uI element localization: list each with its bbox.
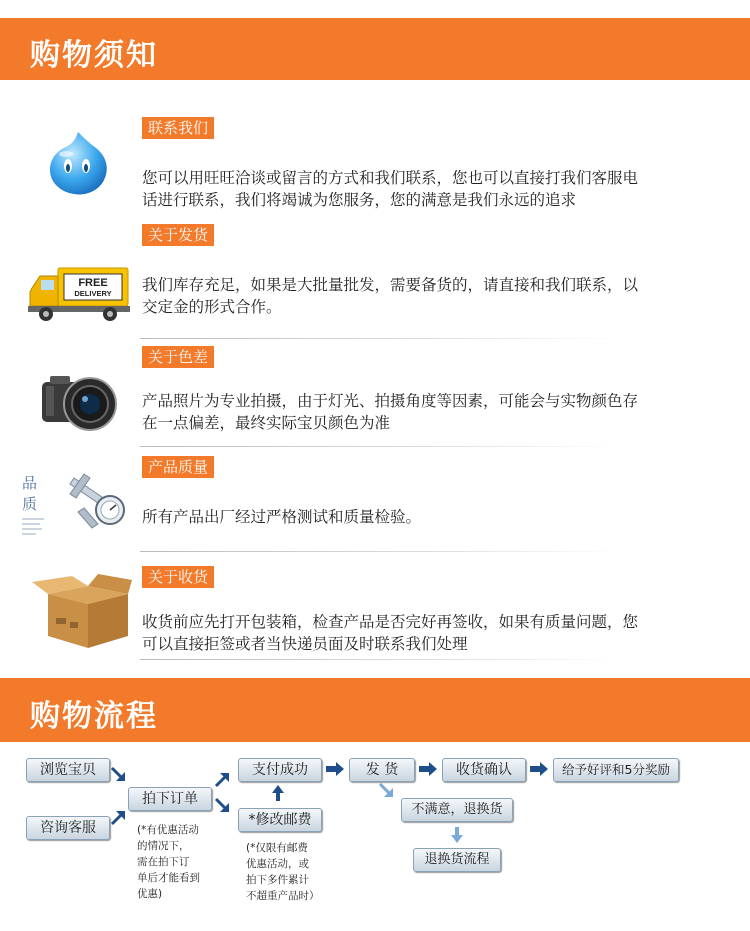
arrow-up-right-icon [110,808,128,830]
section-label-contact: 联系我们 [142,117,214,139]
arrow-down-icon [450,826,464,848]
arrow-right-icon [418,761,438,781]
flow-step-confirm: 收货确认 [442,758,526,782]
order-note-line: (*有优惠活动 [137,824,199,836]
notice-banner [0,18,750,80]
postage-note-line: 拍下多件累计 [246,874,309,886]
cardboard-box-icon [28,572,134,654]
section-label-quality: 产品质量 [142,456,214,478]
quality-caption-text: 品质 [22,474,38,513]
arrow-down-right-icon [110,766,128,788]
divider [140,446,620,447]
truck-sign-delivery: DELIVERY [74,289,112,298]
arrow-right-icon [529,761,549,781]
divider [140,659,620,660]
section-text-color: 产品照片为专业拍摄，由于灯光、拍摄角度等因素，可能会与实物颜色存在一点偏差，最终实际宝贝颜色为准 [142,392,639,432]
order-note-line: 的情况下， [137,840,190,852]
arrow-down-right-icon [378,782,396,804]
arrow-down-right-icon [214,797,232,819]
section-label-receipt: 关于收货 [142,566,214,588]
flow-step-review: 给予好评和5分奖励 [553,758,679,782]
process-banner-title: 购物流程 [30,699,158,734]
postage-note-line: 优惠活动，或 [246,858,309,870]
order-note [137,822,200,902]
section-label-shipping: 关于发货 [142,224,214,246]
section-text-receipt: 收货前应先打开包装箱，检查产品是否完好再签收，如果有质量问题，您可以直接拒签或者当快递员面及时联系我们处理 [142,613,639,653]
divider [140,338,620,339]
notice-banner-title: 购物须知 [30,38,158,73]
section-text-contact: 您可以用旺旺洽谈或留言的方式和我们联系，您也可以直接打我们客服电话进行联系，我们将竭诚为您服务，您的满意是我们永远的追求 [142,169,639,209]
postage-note [246,840,320,904]
flow-step-browse: 浏览宝贝 [26,758,110,782]
order-note-line: 单后才能看到 [137,872,200,884]
caliper-icon [64,472,134,536]
wangwang-mascot-icon [44,128,112,204]
flow-step-unsatisfied: 不满意，退换货 [401,798,513,822]
truck-sign-free: FREE [78,277,108,289]
section-label-color: 关于色差 [142,346,214,368]
flow-step-ship: 发 货 [349,758,415,782]
arrow-up-right-icon [214,770,232,792]
section-text-shipping: 我们库存充足，如果是大批量批发，需要备货的，请直接和我们联系，以交定金的形式合作。 [142,276,639,316]
quality-caption [22,472,50,535]
postage-note-line: 不超重产品时） [246,890,320,902]
flow-step-pay: 支付成功 [238,758,322,782]
divider [140,551,620,552]
postage-note-line: (*仅限有邮费 [246,842,308,854]
flow-step-consult: 咨询客服 [26,816,110,840]
camera-icon [40,372,124,438]
delivery-truck-icon [28,266,132,328]
order-note-line: 需在拍下订 [137,856,190,868]
process-banner [0,678,750,742]
arrow-up-icon [271,784,285,806]
flow-step-order: 拍下订单 [128,787,212,811]
flow-step-modify-postage: *修改邮费 [238,808,322,832]
order-note-line: 优惠) [137,888,163,900]
arrow-right-icon [325,761,345,781]
flow-step-return-process: 退换货流程 [413,848,501,872]
section-text-quality: 所有产品出厂经过严格测试和质量检验。 [142,508,422,526]
